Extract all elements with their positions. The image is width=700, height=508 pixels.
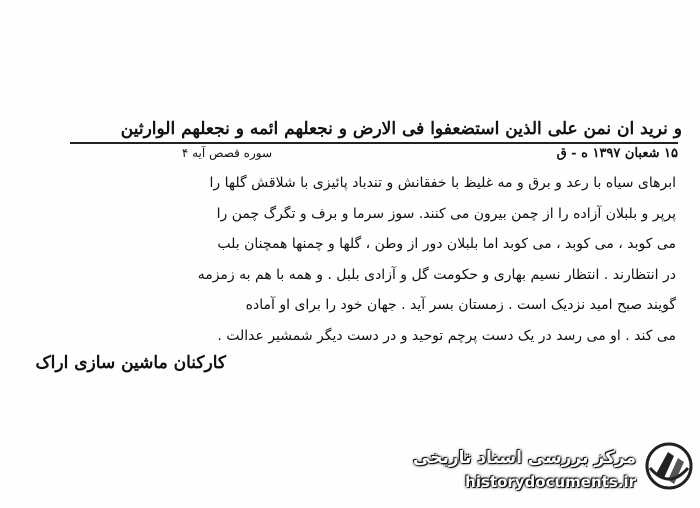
text-line: می کند . او می رسد در یک دست پرچم توحید و در دست دیگر شمشیر عدالت . [217, 327, 676, 344]
text-line: پرپر و بلبلان آزاده را از چمن بیرون می کنند. سوز سرما و برف و تگرگ چمن را [216, 205, 676, 222]
signature: کارکنان ماشین سازی اراک [35, 353, 226, 373]
date-source-row [62, 146, 682, 164]
text-line: گویند صبح امید نزدیک است . زمستان بسر آید . جهان خود را برای او آماده [245, 297, 676, 313]
text-line: ابرهای سیاه با رعد و برق و مه غلیظ با خفقانش و تندباد پائیزی با شلاقش گلها را [209, 175, 676, 191]
document-date: ۱۵ شعبان ۱۳۹۷ ه - ق [556, 146, 678, 161]
quran-verse-header: و نرید ان نمن علی الذین استضعفوا فی الارض و نجعلهم ائمه و نجعلهم الوارثین [120, 119, 682, 139]
archive-logo-icon [644, 440, 694, 492]
header-divider [70, 142, 678, 144]
text-line: در انتظارند . انتظار نسیم بهاری و حکومت گل و آزادی بلبل . و همه با هم به زمزمه [197, 266, 676, 283]
watermark [413, 440, 694, 500]
document-body [35, 118, 682, 373]
watermark-title: مرکز بررسی اسناد تاریخی [413, 448, 636, 468]
statement-text [62, 168, 682, 351]
text-line: می کوبد ، می کوبد ، می کوبد اما بلبلان دور از وطن ، گلها و چمنها همچنان بلب [217, 236, 676, 252]
watermark-url: historydocuments.ir [465, 473, 636, 491]
verse-source: سوره قصص آیه ۴ [181, 146, 272, 160]
